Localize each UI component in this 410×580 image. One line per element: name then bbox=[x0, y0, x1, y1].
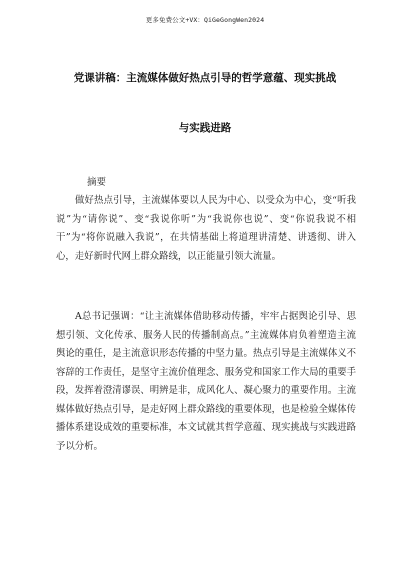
abstract-label: 摘要 bbox=[87, 177, 107, 188]
abstract-paragraph bbox=[56, 192, 356, 266]
document-title-line-1: 党课讲稿：主流媒体做好热点引导的哲学意蕴、现实挑战 bbox=[73, 72, 337, 84]
document-title-line-2: 与实践进路 bbox=[178, 122, 232, 134]
paragraph-2: A总书记强调：“让主流媒体借助移动传播，牢牢占据舆论引导、思想引领、文化传承、服务人民的传播制高点。”主流媒体肩负着塑造主流舆论的重任，是主流意识形态传播的中坚力量。热点引导是主流媒体义不容辞的工作责任，是坚守主流价值理念、服务党和国家工作大局的重要手段，发挥着澄清谬误、明辨是非，成风化人、凝心聚力的重要作用。主流媒体做好热点引导，是走好网上群众路线的重要体现，也是检验全媒体传播体系建设成效的重要标准，本文试就其哲学意蕴、现实挑战与实践进路予以分析。 bbox=[56, 311, 357, 452]
body-paragraph bbox=[56, 308, 356, 456]
header-note: 更多免费公文+VX：QiGeGongWen2024 bbox=[145, 16, 265, 24]
paragraph-1: 做好热点引导，主流媒体要以人民为中心、以受众为中心，变“听我说”为“请你说”、变“我说你听”为“我说你也说”、变“你说我说不相干”为“将你说融入我说”，在共情基础上将道理讲清楚、讲透彻、讲入心，走好新时代网上群众路线，以正能量引领大流量。 bbox=[56, 195, 356, 262]
